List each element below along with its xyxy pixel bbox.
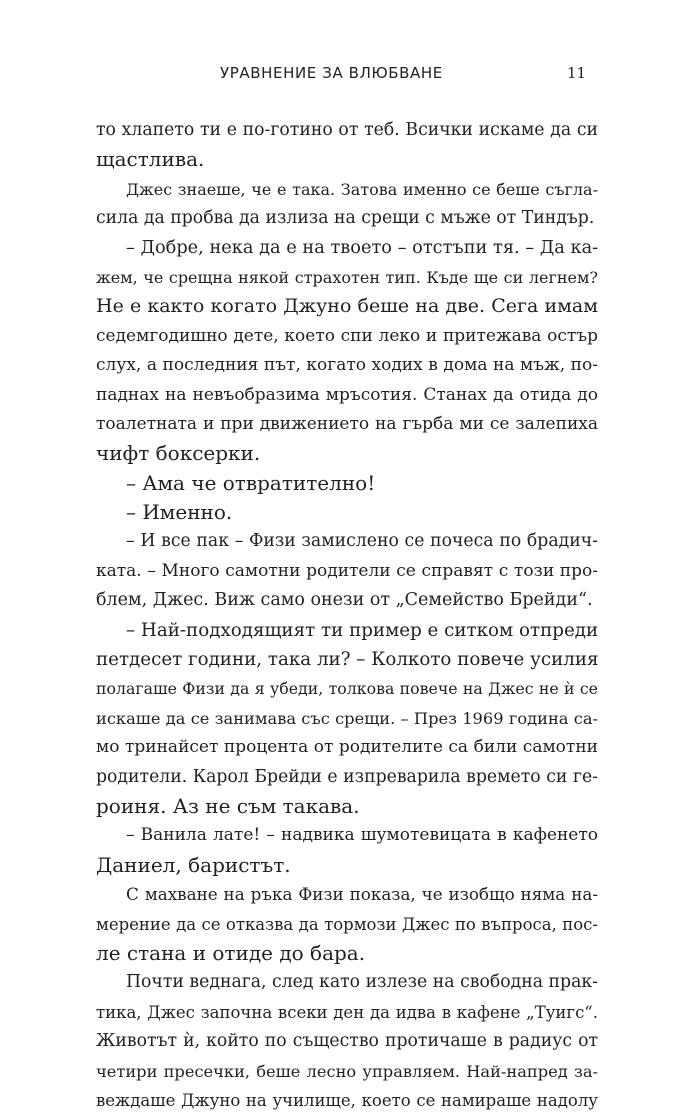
text-line: – Именно. bbox=[126, 500, 233, 525]
text-line: Джес знаеше, че е така. Затова именно се беше съгла- bbox=[126, 179, 598, 199]
text-line: веждаше Джуно на училище, което се намираше надолу bbox=[96, 1090, 598, 1110]
text-line: – Добре, нека да е на твоето – отстъпи тя. – Да ка- bbox=[126, 237, 598, 258]
text-line: Животът ѝ, който по същество протичаше в радиус от bbox=[96, 1031, 598, 1052]
text-line: мо тринайсет процента от родителите са били самотни bbox=[96, 737, 598, 758]
text-line: Даниел, баристът. bbox=[96, 852, 291, 877]
text-line: чифт боксерки. bbox=[96, 441, 261, 466]
text-line: С махване на ръка Физи показа, че изобщо няма на- bbox=[126, 884, 598, 905]
running-head bbox=[0, 62, 700, 86]
text-line: четири пресечки, беше лесно управляем. Най-напред за- bbox=[96, 1061, 598, 1081]
text-line: искаше да се занимава със срещи. – През 1969 година са- bbox=[96, 708, 598, 728]
text-line: паднах на невъобразима мръсотия. Станах да отида до bbox=[96, 384, 598, 405]
text-line: родители. Карол Брейди е изпреварила времето си ге- bbox=[96, 766, 598, 787]
text-line: – Ванила лате! – надвика шумотевицата в кафенето bbox=[126, 825, 598, 846]
body-text bbox=[96, 116, 598, 1115]
text-line: тика, Джес започна всеки ден да идва в кафене „Туигс“. bbox=[96, 1002, 598, 1022]
running-title: УРАВНЕНИЕ ЗА ВЛЮБВАНЕ bbox=[220, 64, 443, 82]
text-line: – И все пак – Физи замислено се почеса по брадич- bbox=[126, 531, 598, 552]
page-number: 11 bbox=[567, 64, 587, 82]
text-line: – Ама че отвратително! bbox=[126, 470, 376, 495]
text-line: тоалетната и при движението на гърба ми се залепиха bbox=[96, 413, 598, 434]
text-line: Не е както когато Джуно беше на две. Сега имам bbox=[96, 295, 598, 318]
text-line: блем, Джес. Виж само онези от „Семейство Брейди“. bbox=[96, 590, 593, 611]
text-line: ле стана и отиде до бара. bbox=[96, 940, 366, 965]
text-line: седемгодишно дете, което спи леко и притежава остър bbox=[96, 325, 598, 346]
text-line: – Най-подходящият ти пример е ситком отпреди bbox=[126, 619, 598, 641]
text-line: слух, а последния път, когато ходих в дома на мъж, по- bbox=[96, 355, 598, 376]
text-line: мерение да се отказва да тормози Джес по въпроса, пос- bbox=[96, 914, 598, 934]
text-line: щастлива. bbox=[96, 147, 205, 172]
text-line: петдесет години, така ли? – Колкото повече усилия bbox=[96, 649, 598, 671]
text-line: ката. – Много самотни родители се справят с този про- bbox=[96, 560, 598, 581]
text-line: Почти веднага, след като излезе на свободна прак- bbox=[126, 972, 598, 993]
text-line: сила да пробва да излиза на срещи с мъже от Тиндър. bbox=[96, 208, 595, 229]
text-line: то хлапето ти е по-готино от теб. Всички искаме да си bbox=[96, 120, 598, 140]
text-line: полагаше Физи да я убеди, толкова повече на Джес не ѝ се bbox=[96, 679, 598, 699]
text-line: роиня. Аз не съм такава. bbox=[96, 793, 360, 818]
text-line: жем, че срещна някой страхотен тип. Къде ще си легнем? bbox=[96, 267, 598, 287]
